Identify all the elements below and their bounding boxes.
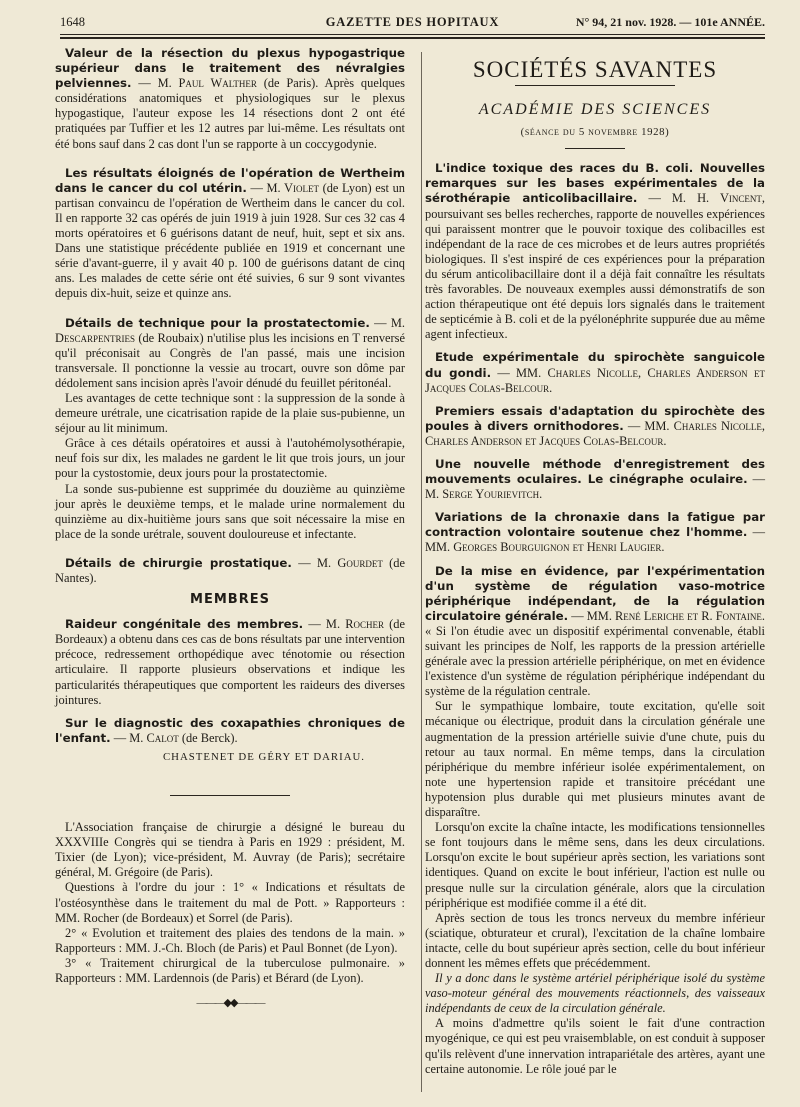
article-paragraph: Questions à l'ordre du jour : 1° « Indications et résultats de l'ostéosynthèse dans le traitement du mal de Pott. » Rapporteurs : MM. Rocher (de Bordeaux) et Sorrel (de Paris). — [55, 880, 405, 925]
article-paragraph: Raideur congénitale des membres. — M. Rocher (de Bordeaux) a obtenu dans ces cas de bons résultats par une intervention précoce, redressement orthopédique avec ténotomie ou résection articulaire. Il rapporte plusieurs observations et indique les particularités thérapeutiques que comportent les raideurs des diverses jointures. — [55, 617, 405, 707]
article-paragraph: Valeur de la résection du plexus hypogastrique supérieur dans le traitement des névralgies pelviennes. — M. Paul Walther (de Paris). Après quelques considérations anatomiques et physiologiques sur le plexus hypogastique, l'auteur expose les 14 résections dont 2 ont été pratiquées par Tuffier et les 12 autres par lui-même. Les résultats ont été bons sauf dans 2 cas dont l'un se rapporte à un coccygodynie. — [55, 46, 405, 151]
article-paragraph: Après section de tous les troncs nerveux du membre inférieur (sciatique, obturateur et crural), l'excitation de la chaîne lombaire intacte, celle du bout supérieur après section, celle du bout inférieur donnent les mêmes effets que précédemment. — [425, 910, 765, 970]
article-paragraph: Les résultats éloignés de l'opération de Wertheim dans le cancer du col utérin. — M. Violet (de Lyon) est un partisan convaincu de l'opération de Wertheim dans le cancer du col. Il en rapporte 32 cas opérés de juin 1919 à juin 1928. Sur ces 32 cas 4 morts opératoires et 6 guérisons datant de neuf, huit, sept et six ans. Dans une statistique précédente publiée en 1919 et concernant une série d'avant-guerre, il y avait 40 p. 100 de guérisons datant de cinq ans. Les malades de cette série ont été suivies, 6 sur 9 sont vivantes depuis dix-huit, seize et quinze ans. — [55, 165, 405, 301]
section-heading-membres: MEMBRES — [190, 592, 270, 608]
article-paragraph: Variations de la chronaxie dans la fatigue par contraction volontaire soutenue chez l'homme. — MM. Georges Bourguignon et Henri Laugier. — [425, 510, 765, 555]
page-number: 1648 — [60, 15, 85, 29]
article-paragraph: Premiers essais d'adaptation du spirochète des poules à divers ornithodores. — MM. Charles Nicolle, Charles Anderson et Jacques Colas-Belcour. — [425, 403, 765, 448]
article-paragraph: Sur le sympathique lombaire, toute excitation, qu'elle soit mécanique ou électrique, produit dans la circulation générale une augmentation de la pression artérielle suivie d'une chute, puis du retour au taux normal. En même temps, dans la circulation périphérique du membre inférieur isolée expérimentalement, on note une hypertension rapide et transitoire précédant une hypotension plus durable qui met plusieurs minutes avant de disparaître. — [425, 699, 765, 820]
signature: CHASTENET DE GÉRY ET DARIAU. — [162, 750, 365, 763]
article-paragraph: Détails de chirurgie prostatique. — M. Gourdet (de Nantes). — [55, 555, 405, 585]
article-paragraph: De la mise en évidence, par l'expérimentation d'un système de régulation vaso-motrice périphérique indépendant, de la régulation circulatoire générale. — MM. René Leriche et R. Fontaine. « Si l'on étudie avec un dispositif expérimental convenable, établi suivant les principes de Nolf, les rapports de la pression artérielle générale avec la pression artérielle périphérique, on met en évidence l'existence d'un système de régulation périphérique indépendant du système de la régulation centrale. — [425, 563, 765, 699]
article-paragraph: Grâce à ces détails opératoires et aussi à l'autohémolysothérapie, neuf fois sur dix, les malades ne gardent le lit que trois jours, un jour pour la cystostomie, deux jours pour la prostatectomie. — [55, 436, 405, 481]
article-paragraph: L'Association française de chirurgie a désigné le bureau du XXXVIIIe Congrès qui se tiendra à Paris en 1929 : président, M. Tixier (de Lyon); vice-président, M. Auvray (de Paris); secrétaire général, M. Grégoire (de Paris). — [55, 820, 405, 880]
section-title-societes: SOCIÉTÉS SAVANTES — [472, 57, 718, 82]
issue-info: N° 94, 21 nov. 1928. — 101e ANNÉE. — [575, 15, 765, 29]
right-column — [425, 46, 765, 1077]
article-paragraph: La sonde sus-pubienne est supprimée du douzième au quinzième jour après le deuxième temps, et le malade urine normalement du quinzième au dix-huitième jours sans que soit nécessaire la mise en place de la sonde urétrale, souvent douloureuse et infectante. — [55, 481, 405, 541]
article-paragraph: A moins d'admettre qu'ils soient le fait d'une contraction myogénique, ce qui est peu vraisemblable, on est conduit à supposer qu'ils relèvent d'une innervation intrapariétale des artères, ayant une certaine autonomie. Le rôle joué par le — [425, 1016, 765, 1076]
separator-rule — [170, 795, 290, 796]
article-paragraph: 3° « Traitement chirurgical de la tuberculose pulmonaire. » Rapporteurs : MM. Lardennois (de Paris) et Bérard (de Lyon). — [55, 955, 405, 985]
title-underline — [515, 85, 675, 86]
article-paragraph: Etude expérimentale du spirochète sanguicole du gondi. — MM. Charles Nicolle, Charles Anderson et Jacques Colas-Belcour. — [425, 350, 765, 395]
article-paragraph: Détails de technique pour la prostatectomie. — M. Descarpentries (de Roubaix) n'utilise plus les incisions en T renversé qu'il préconisait au Congrès de l'an passé, mais une incision transversale. Il ponctionne la vessie au trocart, ouvre son dôme par dédolement sans incision après l'avoir dénudé du feuillet péritonéal. — [55, 315, 406, 390]
academy-title: ACADÉMIE DES SCIENCES — [478, 101, 712, 119]
article-paragraph: L'indice toxique des races du B. coli. Nouvelles remarques sur les bases expérimentales de la sérothérapie anticolibacillaire. — M. H. Vincent, poursuivant ses belles recherches, rapporte de nouvelles expériences qui paraissent montrer que le pouvoir toxique des colibacilles est indépendant de la race de ces microbes et de leurs autres propriétés biologiques. Il s'est inspiré de ces expériences pour la préparation du sérum anticolibacillaire dont il a déjà fait connaître les résultats très favorables. De nouveaux exemples aussi démonstratifs de son action thérapeutique ont été depuis lors signalés dans le traitement de septicémie à B. coli et de la pyélonéphrite suppurée due au même agent infectieux. — [425, 161, 766, 342]
header-rule-thick — [60, 37, 765, 39]
header-rule — [60, 34, 765, 35]
page-header — [60, 12, 765, 32]
ornament-divider: ———◆◆——— — [196, 997, 264, 1010]
session-rule — [565, 148, 625, 149]
article-paragraph-italic: Il y a donc dans le système artériel périphérique isolé du système vaso-moteur général des mouvements réactionnels, des vaisseaux indépendants de ceux de la circulation générale. — [425, 971, 765, 1016]
left-column — [55, 46, 405, 1011]
article-paragraph: Les avantages de cette technique sont : la suppression de la sonde à demeure urétrale, une cicatrisation rapide de la plaie sus-pubienne, un séjour au lit minimum. — [55, 390, 405, 436]
article-paragraph: Une nouvelle méthode d'enregistrement des mouvements oculaires. Le cinégraphe oculaire. — M. Serge Yourievitch. — [425, 456, 765, 502]
column-divider — [421, 52, 422, 1092]
session-date: (séance du 5 novembre 1928) — [520, 126, 670, 139]
article-paragraph: 2° « Evolution et traitement des plaies des tendons de la main. » Rapporteurs : MM. J.-Ch. Bloch (de Paris) et Paul Bonnet (de Lyon). — [55, 925, 405, 955]
journal-title: GAZETTE DES HOPITAUX — [325, 15, 500, 29]
article-paragraph: Sur le diagnostic des coxapathies chroniques de l'enfant. — M. Calot (de Berck). — [55, 715, 405, 745]
article-paragraph: Lorsqu'on excite la chaîne intacte, les modifications tensionnelles se font toujours dans le même sens, dans les deux circulations. Lorsqu'on excite le bout supérieur après section, les variations sont identiques. Quand on excite le bout inférieur, l'action est nulle ou presque nulle sur la circulation générale, alors que la circulation périphérique est modifiée comme il a été dit. — [425, 820, 765, 910]
